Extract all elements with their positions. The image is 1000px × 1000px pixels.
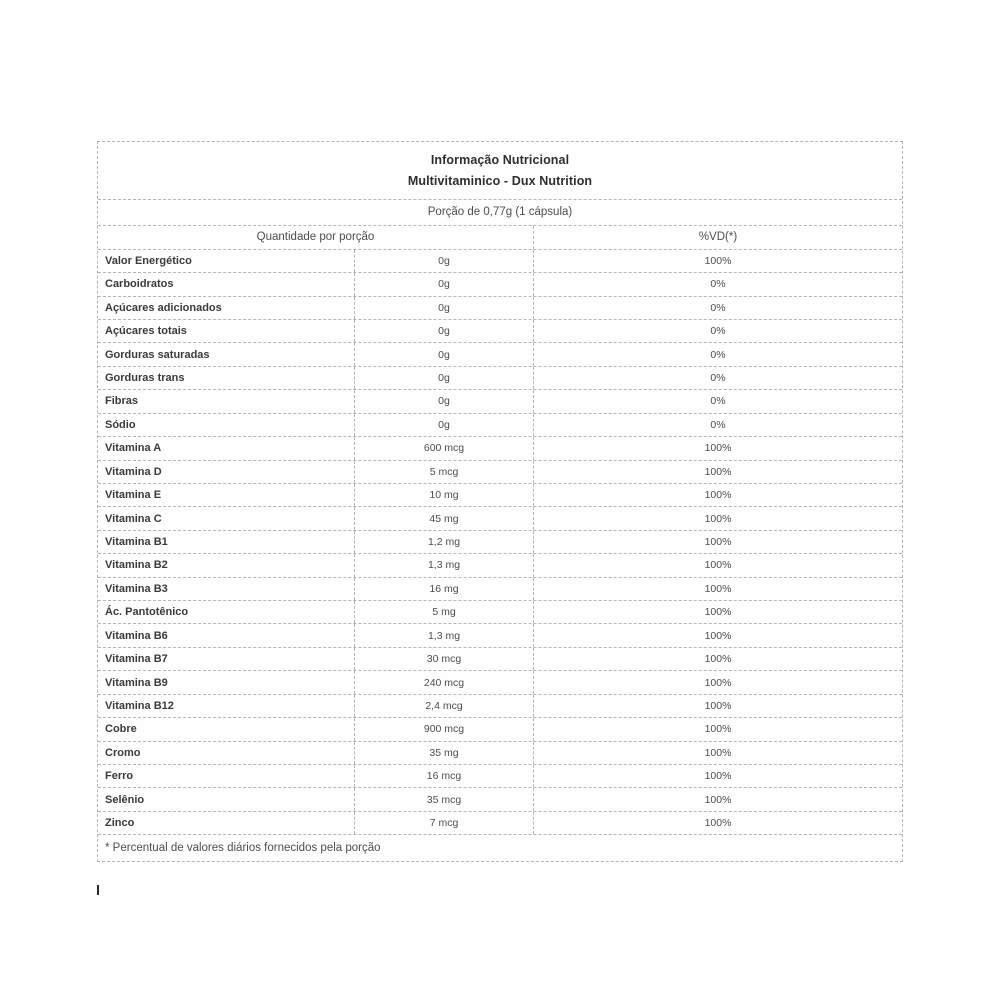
nutrient-daily-value: 100% [533,250,902,272]
table-row [98,273,902,296]
table-row [98,671,902,694]
table-subtitle: Multivitaminico - Dux Nutrition [407,173,593,188]
nutrient-label: Valor Energético [105,254,192,267]
nutrient-label: Açúcares totais [105,325,187,338]
nutrient-daily-value: 100% [533,695,902,717]
nutrient-label: Vitamina D [105,465,162,478]
nutrient-label: Cromo [105,746,141,759]
table-row [98,812,902,834]
nutrient-amount: 16 mg [354,578,533,600]
stray-mark [97,885,99,895]
table-row [98,695,902,718]
nutrient-label: Cobre [105,723,137,736]
nutrient-label: Vitamina B7 [105,653,168,666]
table-title-block [98,142,902,200]
table-row [98,648,902,671]
nutrient-label: Fibras [105,395,139,408]
nutrient-daily-value: 0% [533,297,902,319]
nutrient-amount: 0g [354,297,533,319]
table-row [98,343,902,366]
table-row [98,601,902,624]
nutrient-amount: 30 mcg [354,648,533,670]
nutrient-label: Ác. Pantotênico [105,606,189,619]
nutrient-amount: 45 mg [354,507,533,529]
nutrient-daily-value: 100% [533,601,902,623]
footnote: * Percentual de valores diários fornecidos pela porção [98,834,902,861]
table-header-row [98,226,902,250]
nutrient-daily-value: 100% [533,437,902,459]
nutrient-label: Vitamina C [105,512,162,525]
nutrient-daily-value: 0% [533,320,902,342]
nutrient-daily-value: 100% [533,788,902,810]
nutrient-amount: 0g [354,273,533,295]
nutrient-label: Vitamina A [105,442,162,455]
nutrient-amount: 0g [354,250,533,272]
nutrient-label: Selênio [105,793,145,806]
table-row [98,297,902,320]
table-row [98,624,902,647]
nutrient-label: Ferro [105,770,134,783]
nutrient-amount: 5 mcg [354,461,533,483]
table-row [98,461,902,484]
table-row [98,437,902,460]
table-row [98,484,902,507]
table-row [98,390,902,413]
serving-size: Porção de 0,77g (1 cápsula) [98,200,902,226]
nutrient-amount: 1,3 mg [354,624,533,646]
nutrient-amount: 600 mcg [354,437,533,459]
nutrient-label: Vitamina B12 [105,699,174,712]
nutrient-label: Vitamina B2 [105,559,168,572]
table-title: Informação Nutricional [430,152,570,167]
nutrient-daily-value: 100% [533,765,902,787]
nutrient-daily-value: 100% [533,484,902,506]
nutrient-amount: 0g [354,320,533,342]
nutrient-amount: 240 mcg [354,671,533,693]
table-row [98,320,902,343]
nutrient-label: Açúcares adicionados [105,301,222,314]
table-row [98,554,902,577]
nutrient-daily-value: 0% [533,273,902,295]
nutrient-amount: 5 mg [354,601,533,623]
nutrient-label: Vitamina B1 [105,535,168,548]
nutrient-label: Vitamina E [105,489,162,502]
nutrient-label: Sódio [105,418,136,431]
nutrient-amount: 0g [354,343,533,365]
nutrient-amount: 7 mcg [354,812,533,834]
table-row [98,414,902,437]
nutrient-amount: 35 mcg [354,788,533,810]
nutrient-daily-value: 100% [533,718,902,740]
nutrient-label: Zinco [105,817,135,830]
nutrient-daily-value: 100% [533,531,902,553]
nutrient-amount: 2,4 mcg [354,695,533,717]
nutrient-daily-value: 0% [533,343,902,365]
nutrient-amount: 35 mg [354,742,533,764]
nutrient-daily-value: 100% [533,554,902,576]
nutrient-amount: 1,3 mg [354,554,533,576]
table-row [98,507,902,530]
nutrient-label: Vitamina B6 [105,629,168,642]
nutrient-daily-value: 0% [533,414,902,436]
nutrient-daily-value: 100% [533,578,902,600]
nutrient-daily-value: 100% [533,461,902,483]
nutrient-daily-value: 0% [533,390,902,412]
nutrient-label: Gorduras saturadas [105,348,210,361]
table-row [98,531,902,554]
table-body [98,250,902,834]
nutrient-daily-value: 100% [533,742,902,764]
table-row [98,765,902,788]
table-row [98,718,902,741]
table-row [98,578,902,601]
nutrient-label: Vitamina B9 [105,676,168,689]
table-row [98,367,902,390]
nutrient-daily-value: 100% [533,812,902,834]
nutrient-amount: 0g [354,390,533,412]
nutrient-daily-value: 0% [533,367,902,389]
nutrient-daily-value: 100% [533,624,902,646]
table-row [98,742,902,765]
nutrient-amount: 10 mg [354,484,533,506]
nutrient-label: Vitamina B3 [105,582,168,595]
nutrient-amount: 0g [354,414,533,436]
table-row [98,788,902,811]
nutrient-amount: 1,2 mg [354,531,533,553]
column-header-quantity: Quantidade por porção [256,231,375,244]
nutrient-amount: 0g [354,367,533,389]
column-header-dv: %VD(*) [533,226,902,249]
nutrient-daily-value: 100% [533,507,902,529]
nutrient-daily-value: 100% [533,671,902,693]
nutrition-table [97,141,903,862]
nutrient-label: Carboidratos [105,278,174,291]
nutrient-amount: 16 mcg [354,765,533,787]
nutrient-amount: 900 mcg [354,718,533,740]
nutrient-daily-value: 100% [533,648,902,670]
table-row [98,250,902,273]
nutrient-label: Gorduras trans [105,372,185,385]
